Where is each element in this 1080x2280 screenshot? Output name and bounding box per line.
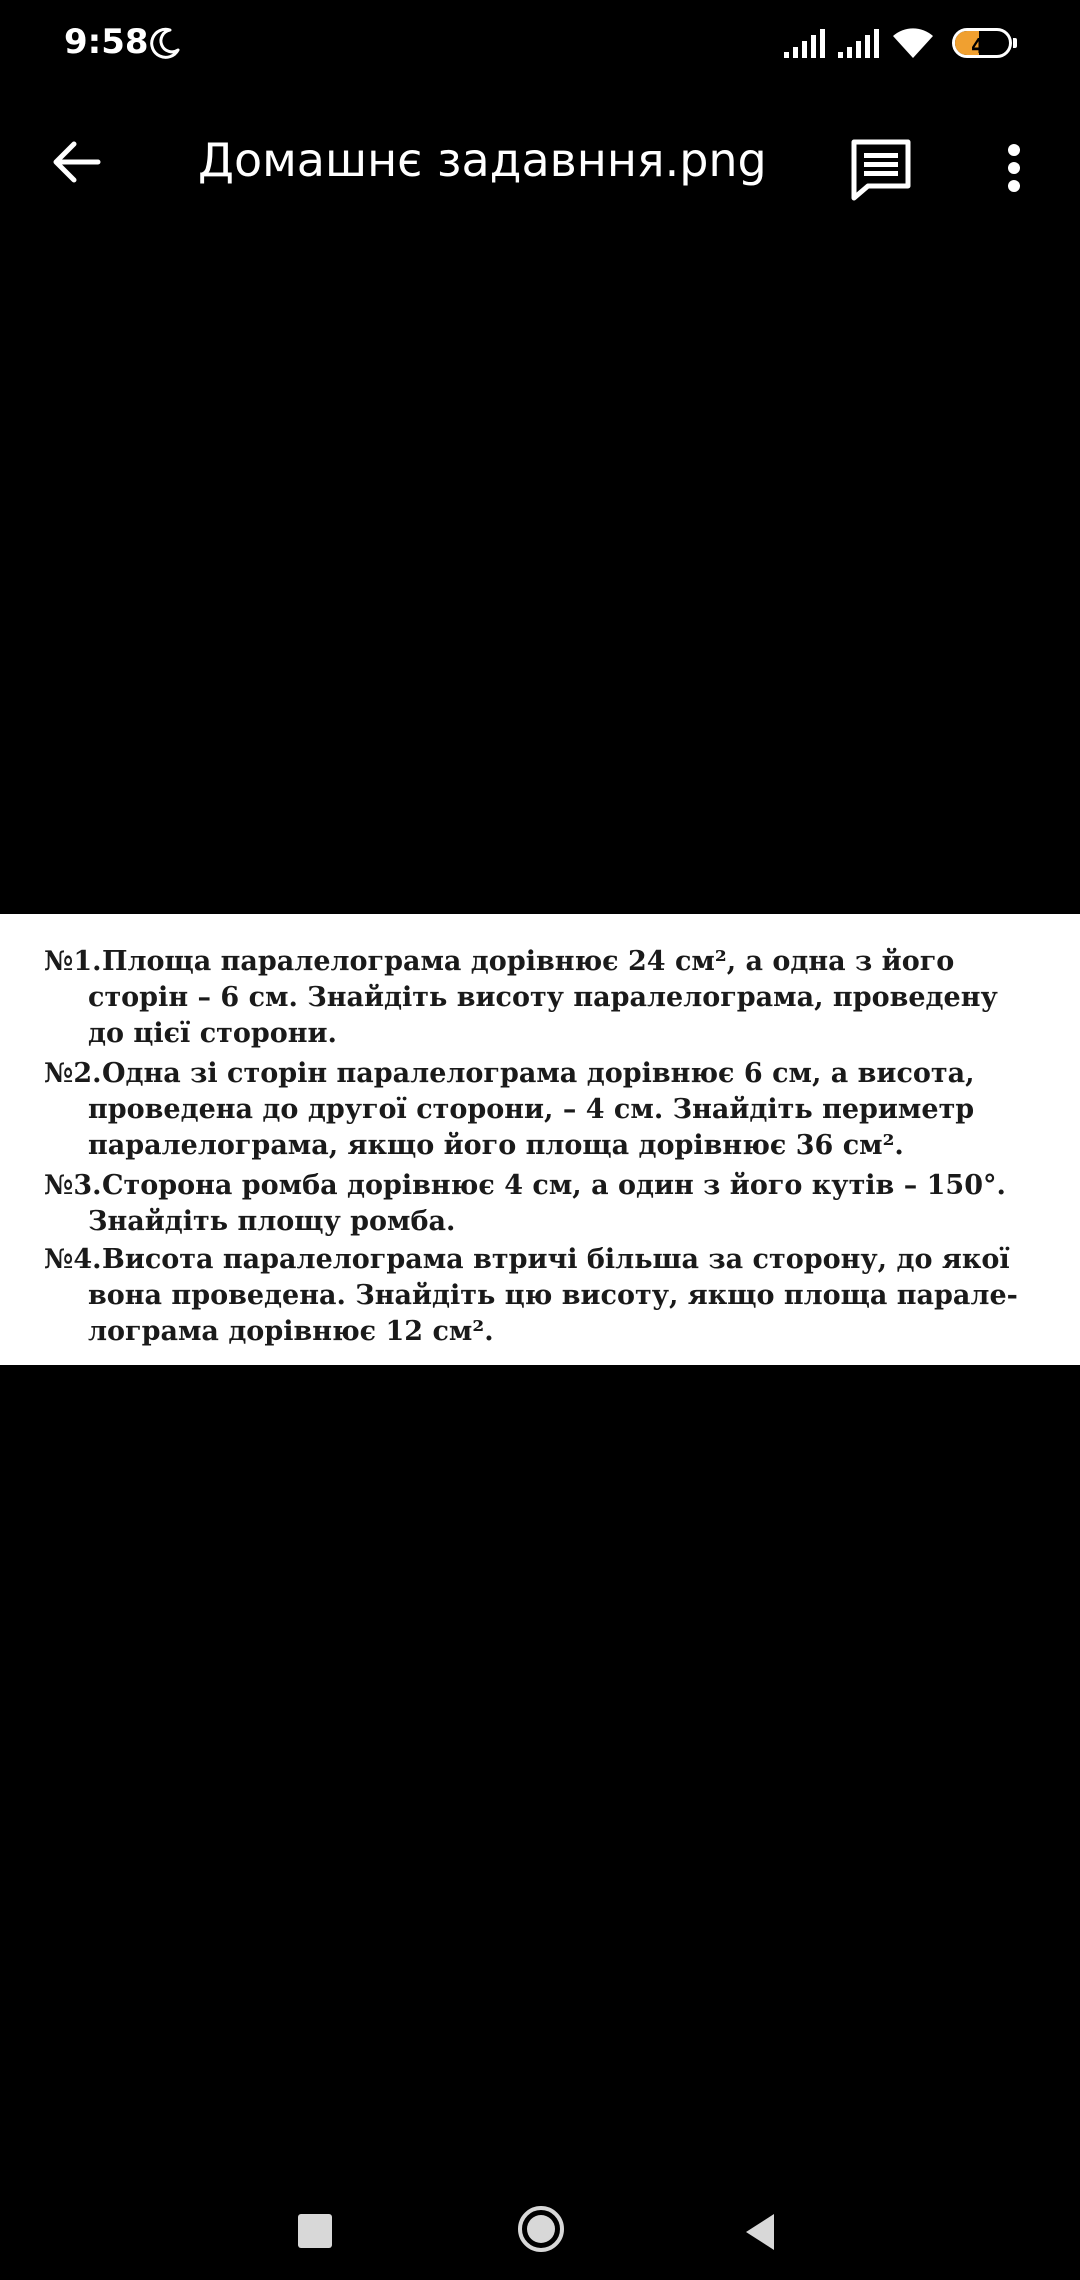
task-text-line: до цієї сторони. [88,1018,337,1049]
battery-body [952,28,1012,58]
task-text-line: проведена до другої сторони, – 4 см. Знайдіть периметр [88,1094,975,1125]
recents-icon[interactable] [298,2214,332,2248]
back-triangle-icon[interactable] [740,2210,780,2254]
battery-tip [1013,38,1017,48]
task-text-line: лограма дорівнює 12 см². [88,1316,494,1347]
battery-icon [952,28,1018,60]
task-number: №3. [44,1170,102,1201]
task-text-line: Сторона ромба дорівнює 4 см, а один з його кутів – 150°. [102,1170,1006,1201]
task-text-line: Знайдіть площу ромба. [88,1206,456,1237]
navigation-bar [0,2160,1080,2280]
task-item [44,1242,1044,1350]
app-bar [0,110,1080,210]
signal-icon [836,28,880,60]
wifi-icon [890,24,936,62]
more-vert-icon[interactable] [986,128,1042,208]
task-item [44,944,1044,1052]
task-text-line: Площа паралелограма дорівнює 24 см², а одна з його [102,946,955,977]
file-title: Домашнє задавння.png [198,133,767,187]
task-text-line: вона проведена. Знайдіть цю висоту, якщо площа парале- [88,1280,1018,1311]
comment-icon[interactable] [842,128,922,208]
task-text-line: Одна зі сторін паралелограма дорівнює 6 см, а висота, [102,1058,975,1089]
task-text-line: Висота паралелограма втричі більша за сторону, до якої [102,1244,1010,1275]
task-text-line: сторін – 6 см. Знайдіть висоту паралелограма, проведену [88,982,998,1013]
battery-level: 45 [971,34,999,58]
task-number: №1. [44,946,102,977]
image-viewer[interactable] [0,914,1080,1365]
status-time: 9:58 [64,22,149,62]
task-number: №4. [44,1244,102,1275]
moon-icon [148,26,182,60]
task-number: №2. [44,1058,102,1089]
task-item [44,1168,1044,1240]
signal-icon [782,28,826,60]
task-item [44,1056,1044,1164]
home-icon[interactable] [516,2204,566,2254]
status-bar [0,0,1080,90]
back-arrow-icon[interactable] [40,126,112,198]
task-text-line: паралелограма, якщо його площа дорівнює 36 см². [88,1130,904,1161]
